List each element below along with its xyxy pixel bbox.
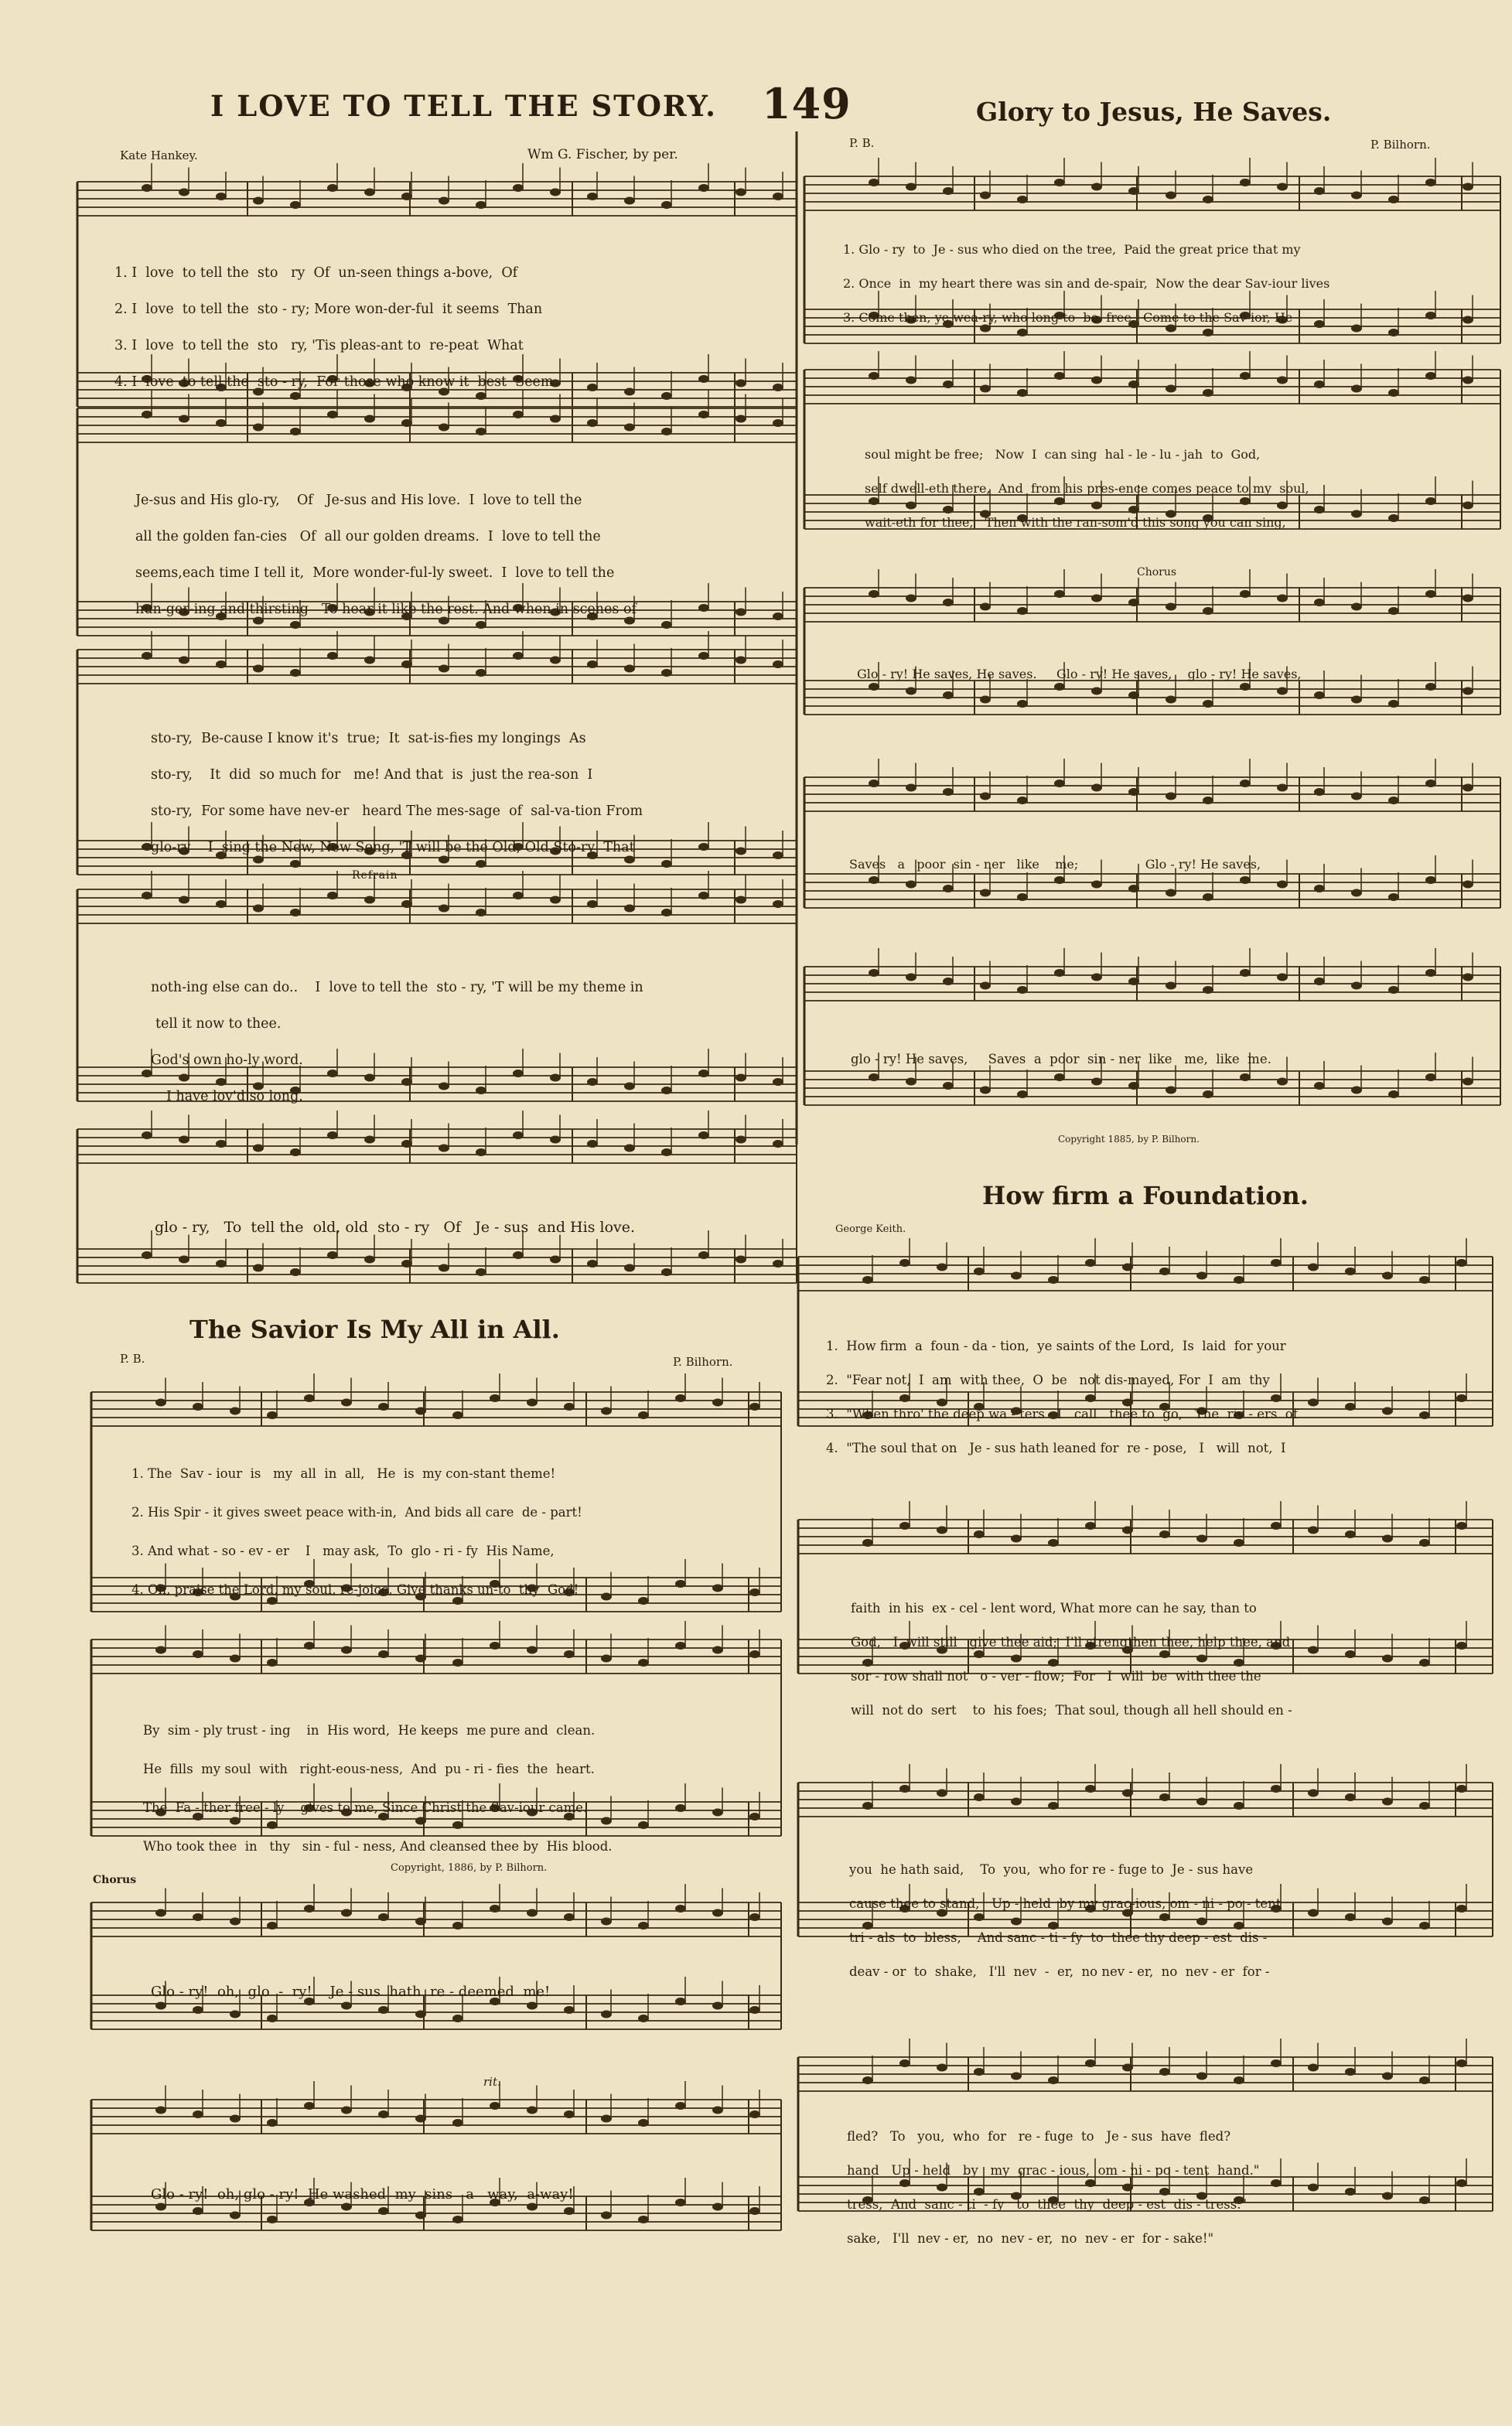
lyric-line: you he hath said, To you, who for re - fuge to Je - sus have: [849, 1862, 1254, 1877]
lyric-line: glo - ry, To tell the old, old sto - ry Of Je - sus and His love.: [155, 1218, 636, 1236]
lyric-line: 4. Oh, praise the Lord, my soul, re-joice, Give thanks un-to thy God!: [131, 1582, 579, 1597]
lyric-line: tri - als to bless, And sanc - ti - fy to thee thy deep - est dis -: [849, 1930, 1268, 1945]
lyric-line: 3. I love to tell the sto ry, 'Tis pleas-ant to re-peat What: [114, 337, 524, 353]
lyric-line: tress, And sanc - ti - fy to thee thy deep - est dis - tress.": [847, 2197, 1247, 2212]
lyric-line: hand Up - held by my grac - ious, om - ni - po - tent hand.": [847, 2163, 1260, 2178]
lyric-line: God, I will still give thee aid; I'll strengthen thee, help thee, and: [851, 1635, 1291, 1650]
lyric-line: I have lov'd so long.: [166, 1088, 303, 1104]
lyric-line: The Fa - ther free - ly g'ves to me, Since Christ the Sav-iour came.: [143, 1800, 588, 1815]
hymn-title-glory-to-jesus: Glory to Jesus, He Saves.: [976, 97, 1332, 127]
lyric-line: 3. And what - so - ev - er I may ask, To glo - ri - fy His Name,: [131, 1544, 555, 1558]
lyric-line: 2. I love to tell the sto - ry; More won-der-ful it seems Than: [114, 301, 543, 317]
lyric-line: sto-ry, For some have nev-er heard The mes-sage of sal-va-tion From: [151, 803, 643, 819]
lyric-line: tell it now to thee.: [155, 1015, 282, 1032]
lyric-line: all the golden fan-cies Of all our golden dreams. I love to tell the: [135, 528, 601, 544]
lyric-line: God's own ho-ly word.: [151, 1052, 303, 1068]
lyrics-block: [155, 1200, 635, 1255]
lyrics-block: [857, 647, 1302, 701]
lyrics-block: [143, 1701, 613, 1875]
author-george-keith: George Keith.: [835, 1223, 906, 1235]
author-pb: P. B.: [849, 136, 875, 150]
lyric-line: 2. Once in my heart there was sin and de-spair, Now the dear Sav-iour lives: [843, 276, 1330, 291]
lyric-line: sor - row shall not o - ver - flow; For I will be with thee the: [851, 1669, 1261, 1684]
lyrics-block: [851, 1583, 1292, 1736]
ritardando-mark: rit.: [483, 2075, 501, 2089]
lyric-line: By sim - ply trust - ing in His word, He keeps me pure and clean.: [143, 1723, 596, 1738]
lyric-line: 2. "Fear not, I am with thee, O be not dis-mayed, For I am thy: [826, 1373, 1270, 1387]
lyrics-block: [865, 429, 1309, 548]
copyright-notice: Copyright 1885, by P. Bilhorn.: [1058, 1134, 1200, 1145]
lyric-line: fled? To you, who for re - fuge to Je - sus have fled?: [847, 2129, 1231, 2144]
lyric-line: He fills my soul with right-eous-ness, And pu - ri - fies the heart.: [143, 1762, 595, 1776]
lyrics-block: [851, 1032, 1271, 1087]
lyric-line: 1. Glo - ry to Je - sus who died on the tree, Paid the great price that my: [843, 242, 1301, 257]
lyric-line: glo-ry I sing the New, New Song, 'T will be the Old, Old Sto-ry That: [151, 839, 635, 855]
lyric-line: 4. I love to tell the sto - ry, For those who know it best Seem: [114, 374, 554, 390]
lyric-line: Glo - ry! oh, glo - ry! Je - sus hath re - deemed me!: [151, 1983, 551, 2000]
lyric-line: hun-ger-ing and thirsting To hear it like the rest. And when in scenes of: [135, 601, 637, 617]
lyrics-block: [151, 1964, 550, 2019]
lyric-line: 1. The Sav - iour is my all in all, He is my con-stant theme!: [131, 1466, 556, 1481]
hymn-title-savior-is-my-all: The Savior Is My All in All.: [189, 1315, 560, 1344]
lyric-line: self dwell-eth there, And from his pres-ence comes peace to my soul,: [865, 481, 1309, 496]
chorus-label: Chorus: [93, 1874, 137, 1886]
lyrics-block: [114, 246, 554, 410]
lyrics-block: [843, 224, 1329, 343]
lyric-line: Saves a poor sin - ner like me; Glo - ry! He saves,: [849, 856, 1261, 872]
copyright-notice: Copyright, 1886, by P. Bilhorn.: [391, 1862, 548, 1874]
lyric-line: will not do sert to his foes; That soul, though all hell should en -: [851, 1703, 1292, 1718]
lyric-line: 1. I love to tell the sto ry Of un-seen things a-bove, Of: [114, 264, 518, 281]
page-number: 149: [762, 79, 852, 128]
lyrics-block: [826, 1321, 1298, 1474]
lyrics-block: [131, 1445, 582, 1619]
lyric-line: 3. Come then, ye wea-ry, who long to be free, Come to the Sav-ior, He: [843, 310, 1293, 325]
lyric-line: deav - or to shake, I'll nev - er, no nev - er, no nev - er for -: [849, 1964, 1270, 1979]
lyric-line: noth-ing else can do.. I love to tell the sto - ry, 'T will be my theme in: [151, 979, 643, 995]
lyric-line: Glo - ry! He saves, He saves. Glo - ry! He saves, glo - ry! He saves,: [857, 666, 1302, 681]
lyric-line: wait-eth for thee, Then with the ran-som'd this song you can sing,: [865, 515, 1286, 530]
lyrics-block: [847, 2111, 1259, 2264]
lyrics-block: [849, 837, 1261, 892]
lyric-line: 1. How firm a foun - da - tion, ye saints of the Lord, Is laid for your: [826, 1339, 1286, 1353]
lyric-line: Who took thee in thy sin - ful - ness, And cleansed thee by His blood.: [143, 1839, 613, 1854]
author-pb: P. B.: [120, 1352, 145, 1366]
lyrics-block: [849, 1844, 1281, 1998]
lyric-line: seems,each time I tell it, More wonder-ful-ly sweet. I love to tell the: [135, 565, 615, 581]
lyric-line: sto-ry, It did so much for me! And that is just the rea-son I: [151, 766, 593, 783]
lyric-line: sake, I'll nev - er, no nev - er, no nev - er for - sake!": [847, 2231, 1214, 2246]
lyric-line: 3. "When thro' the deep wa - ters I call thee to go, The riv - ers of: [826, 1407, 1298, 1421]
lyric-line: soul might be free; Now I can sing hal - le - lu - jah to God,: [865, 447, 1261, 462]
lyric-line: 2. His Spir - it gives sweet peace with-in, And bids all care de - part!: [131, 1505, 582, 1520]
lyric-line: Je-sus and His glo-ry, Of Je-sus and His love. I love to tell the: [135, 492, 582, 508]
composer-bilhorn: P. Bilhorn.: [673, 1355, 733, 1369]
lyrics-block: [151, 961, 643, 1124]
refrain-label: Refrain: [352, 869, 398, 882]
lyric-line: faith in his ex - cel - lent word, What more can he say, than to: [851, 1601, 1257, 1616]
lyric-line: cause thee to stand, Up - held by my grac-ious, om - ni - po - tent: [849, 1896, 1282, 1911]
hymn-title-how-firm-a-foundation: How firm a Foundation.: [982, 1181, 1309, 1210]
lyric-line: Glo - ry! oh, glo - ry! He washed my sins a way, a-way!: [151, 2185, 574, 2203]
lyrics-block: [135, 473, 637, 637]
composer-fischer: Wm G. Fischer, by per.: [527, 147, 678, 162]
author-kate-hankey: Kate Hankey.: [120, 148, 198, 162]
lyric-line: glo - ry! He saves, Saves a poor sin - ner like me, like me.: [851, 1051, 1271, 1066]
composer-bilhorn: P. Bilhorn.: [1370, 138, 1431, 152]
lyric-line: 4. "The soul that on Je - sus hath leaned for re - pose, I will not, I: [826, 1441, 1286, 1455]
lyric-line: sto-ry, Be-cause I know it's true; It sat-is-fies my longings As: [151, 730, 586, 746]
hymn-title-i-love-to-tell-the-story: I LOVE TO TELL THE STORY.: [210, 89, 718, 123]
lyrics-block: [151, 711, 643, 875]
lyrics-block: [151, 2167, 574, 2222]
chorus-label: Chorus: [1137, 566, 1177, 578]
